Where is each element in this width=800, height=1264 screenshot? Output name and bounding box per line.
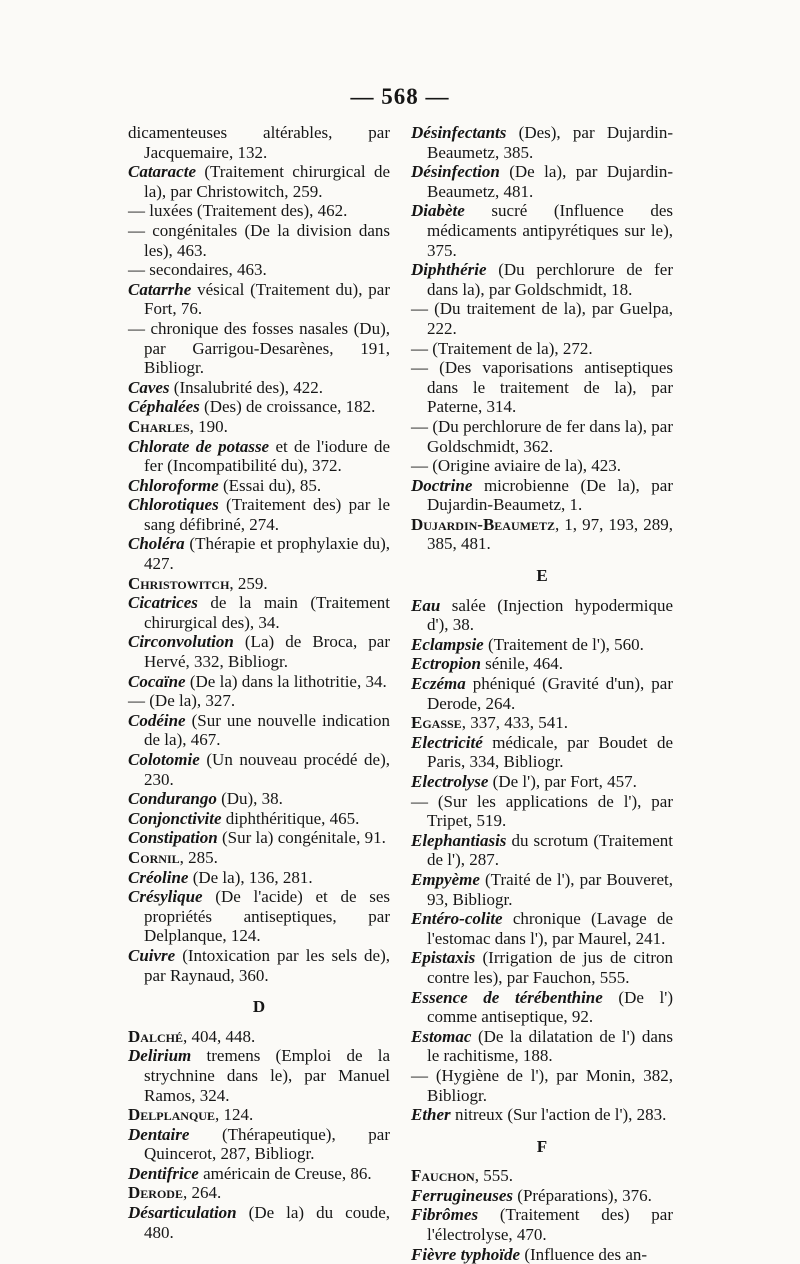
entry-headword: Catarrhe: [128, 279, 192, 299]
index-entry: [128, 123, 390, 162]
index-entry: [128, 162, 390, 201]
entry-text: (Du), 38.: [216, 789, 283, 809]
left-index-column: [128, 123, 390, 1242]
entry-headword: Colotomie: [128, 750, 200, 769]
index-entry: [411, 515, 673, 554]
entry-headword: Désinfectants: [411, 123, 507, 142]
entry-headword: Chlorotiques: [128, 495, 219, 515]
entry-author: Cornil: [128, 847, 180, 867]
entry-headword: Epistaxis: [411, 948, 476, 968]
index-entry: [128, 417, 390, 437]
index-entry: [411, 1066, 673, 1105]
index-entry: [411, 299, 673, 338]
index-entry: [411, 1245, 673, 1264]
entry-text: , 404, 448.: [182, 1026, 256, 1046]
entry-text: diphthéritique, 465.: [221, 808, 360, 828]
right-index-column: [411, 123, 673, 1264]
entry-text: (Sur une nouvelle indication de la), 467.: [144, 710, 390, 750]
index-entry: [411, 1027, 673, 1066]
index-entry: [411, 772, 673, 792]
entry-text: (Traitement de l'), 560.: [483, 634, 644, 654]
index-entry: [411, 358, 673, 417]
entry-text: — congénitales (De la division dans les), 463.: [128, 220, 390, 260]
entry-text: (Traitement des) par l'électrolyse, 470.: [427, 1205, 673, 1245]
entry-text: , 264.: [182, 1183, 222, 1203]
entry-headword: Cicatrices: [128, 593, 198, 613]
entry-text: de la main (Traitement chirurgical des), 34.: [144, 593, 390, 632]
entry-headword: Chlorate de potasse: [128, 436, 270, 456]
index-entry: [128, 809, 390, 829]
entry-author: Christowitch: [128, 573, 230, 593]
entry-text: (De la), 136, 281.: [188, 867, 313, 887]
index-entry: [128, 201, 390, 221]
index-entry: [128, 593, 390, 632]
index-entry: [128, 789, 390, 809]
entry-text: , 555.: [474, 1166, 513, 1186]
index-entry: [128, 750, 390, 789]
index-entry: [128, 1027, 390, 1047]
entry-text: , 1, 97, 193, 289, 385, 481.: [427, 514, 673, 554]
index-entry: [128, 868, 390, 888]
entry-text: — (Origine aviaire de la), 423.: [411, 456, 622, 476]
index-entry: [128, 1105, 390, 1125]
entry-text: — (Hygiène de l'), par Monin, 382, Bibliogr.: [411, 1065, 673, 1105]
entry-headword: Conjonctivite: [128, 808, 222, 828]
entry-headword: Fièvre typhoïde: [411, 1244, 521, 1264]
entry-text: (Un nouveau procédé de), 230.: [144, 750, 390, 789]
index-entry: [411, 260, 673, 299]
index-entry: [128, 691, 390, 711]
entry-headword: Doctrine: [411, 475, 473, 495]
entry-text: , 124.: [214, 1105, 254, 1125]
index-entry: [128, 280, 390, 319]
index-entry: [411, 456, 673, 476]
entry-headword: Circonvolution: [128, 632, 234, 652]
index-entry: [128, 1203, 390, 1242]
index-entry: [411, 654, 673, 674]
entry-text: (De la) dans la lithotritie, 34.: [185, 671, 387, 691]
entry-text: (Traité de l'), par Bouveret, 93, Bibliogr.: [427, 869, 673, 909]
entry-text: — (De la), 327.: [128, 691, 236, 711]
entry-text: — chronique des fosses nasales (Du), par Garrigou-Desarènes, 191, Bibliogr.: [128, 318, 390, 378]
section-letter: D: [252, 997, 266, 1017]
entry-text: nitreux (Sur l'action de l'), 283.: [450, 1105, 667, 1125]
entry-headword: Essence de térébenthine: [411, 987, 603, 1007]
index-entry: [411, 1105, 673, 1125]
index-entry: [411, 1205, 673, 1244]
entry-author: Egasse: [411, 713, 462, 733]
entry-headword: Ferrugineuses: [411, 1185, 514, 1205]
index-entry: [128, 672, 390, 692]
entry-headword: Ether: [411, 1105, 451, 1125]
index-entry: [411, 713, 673, 733]
entry-text: (De la) du coude, 480.: [144, 1203, 390, 1242]
entry-text: (Des) de croissance, 182.: [199, 397, 376, 417]
entry-headword: Dentaire: [128, 1124, 190, 1144]
index-entry: [128, 574, 390, 594]
section-letter: E: [536, 566, 548, 586]
index-entry: [411, 870, 673, 909]
index-entry: [128, 1183, 390, 1203]
entry-text: — (Traitement de la), 272.: [411, 338, 593, 358]
entry-text: (Insalubrité des), 422.: [169, 377, 323, 397]
index-entry: [411, 123, 673, 162]
entry-text: (Sur la) congénitale, 91.: [217, 828, 386, 848]
entry-text: (Traitement des) par le sang défibriné, 274.: [144, 495, 390, 534]
entry-headword: Ectropion: [411, 654, 481, 674]
entry-headword: Elephantiasis: [411, 830, 507, 850]
entry-text: (La) de Broca, par Hervé, 332, Bibliogr.: [144, 632, 390, 672]
entry-text: (De l'acide) et de ses propriétés antiseptiques, par Delplanque, 124.: [144, 887, 390, 946]
entry-headword: Entéro-colite: [411, 909, 503, 929]
entry-text: — (Des vaporisations antiseptiques dans le traitement de la), par Paterne, 314.: [411, 358, 673, 417]
index-entry: [128, 946, 390, 985]
index-entry: [411, 476, 673, 515]
index-entry: [128, 397, 390, 417]
entry-text: microbienne (De la), par Dujardin-Beaumetz, 1.: [427, 475, 673, 515]
entry-text: — (Sur les applications de l'), par Tripet, 519.: [411, 791, 673, 831]
entry-headword: Condurango: [128, 789, 217, 809]
entry-text: (De l'), par Fort, 457.: [488, 772, 637, 791]
entry-text: (Des), par Dujardin-Beaumetz, 385.: [427, 123, 673, 162]
entry-headword: Fibrômes: [411, 1205, 479, 1225]
entry-text: (Intoxication par les sels de), par Raynaud, 360.: [144, 945, 390, 985]
entry-headword: Electricité: [411, 732, 483, 752]
index-entry: [128, 260, 390, 280]
entry-headword: Empyème: [411, 869, 480, 889]
index-entry: [411, 635, 673, 655]
entry-text: chronique (Lavage de l'estomac dans l'), par Maurel, 241.: [427, 909, 673, 948]
index-entry: [411, 909, 673, 948]
entry-text: et de l'iodure de fer (Incompatibilité du), 372.: [144, 436, 390, 476]
entry-text: phéniqué (Gravité d'un), par Derode, 264.: [427, 674, 673, 713]
entry-author: Delplanque: [128, 1105, 215, 1125]
entry-headword: Constipation: [128, 828, 218, 848]
index-entry: [411, 792, 673, 831]
index-entry: [128, 476, 390, 496]
entry-text: salée (Injection hypodermique d'), 38.: [427, 595, 673, 635]
entry-headword: Caves: [128, 377, 170, 397]
section-letter: F: [536, 1136, 548, 1156]
entry-text: (Du perchlorure de fer dans la), par Goldschmidt, 18.: [427, 260, 673, 299]
entry-headword: Cataracte: [128, 162, 196, 182]
entry-text: tremens (Emploi de la strychnine dans le), par Manuel Ramos, 324.: [144, 1046, 390, 1105]
index-entry: [411, 948, 673, 987]
entry-headword: Désarticulation: [128, 1203, 237, 1223]
entry-text: sucré (Influence des médicaments antipyrétiques sur le), 375.: [427, 201, 673, 260]
entry-text: (Traitement chirurgical de la), par Christowitch, 259.: [144, 162, 390, 201]
index-entry: [128, 887, 390, 946]
index-entry: [128, 632, 390, 671]
entry-text: médicale, par Boudet de Paris, 334, Bibliogr.: [427, 732, 673, 772]
entry-text: (De la), par Dujardin-Beaumetz, 481.: [427, 162, 673, 201]
index-entry: [411, 417, 673, 456]
index-entry: [411, 162, 673, 201]
entry-text: — secondaires, 463.: [128, 260, 267, 280]
index-entry: [128, 848, 390, 868]
entry-headword: Chloroforme: [128, 475, 219, 495]
index-entry: [128, 378, 390, 398]
entry-author: Dalché: [128, 1026, 183, 1046]
entry-headword: Dentifrice: [128, 1163, 199, 1183]
entry-text: (Influence des an-: [520, 1244, 648, 1264]
entry-headword: Diabète: [411, 201, 465, 221]
entry-headword: Estomac: [411, 1026, 472, 1046]
entry-text: , 285.: [179, 847, 218, 867]
entry-text: du scrotum (Traitement de l'), 287.: [427, 830, 673, 870]
index-entry: [411, 733, 673, 772]
index-entry: [128, 1164, 390, 1184]
entry-headword: Céphalées: [128, 397, 200, 417]
entry-headword: Electrolyse: [411, 772, 489, 791]
index-entry: [128, 319, 390, 378]
entry-author: Charles: [128, 416, 190, 436]
entry-author: Derode: [128, 1183, 183, 1203]
entry-headword: Eclampsie: [411, 634, 484, 654]
entry-text: (Thérapie et prophylaxie du), 427.: [144, 534, 390, 574]
index-entry: [411, 339, 673, 359]
index-entry: [128, 1046, 390, 1105]
index-entry: [128, 221, 390, 260]
entry-text: , 337, 433, 541.: [461, 713, 568, 733]
entry-text: (De l') comme antiseptique, 92.: [427, 987, 673, 1027]
entry-text: — (Du traitement de la), par Guelpa, 222.: [411, 299, 673, 338]
entry-headword: Codéine: [128, 710, 186, 730]
index-entry: [411, 1186, 673, 1206]
index-entry: [411, 831, 673, 870]
entry-headword: Cocaïne: [128, 671, 186, 691]
index-entry: [128, 828, 390, 848]
entry-text: — luxées (Traitement des), 462.: [128, 201, 348, 221]
entry-headword: Créoline: [128, 867, 189, 887]
entry-text: (De la dilatation de l') dans le rachitisme, 188.: [427, 1026, 673, 1066]
entry-author: Fauchon: [411, 1166, 475, 1186]
entry-headword: Cuivre: [128, 945, 176, 965]
entry-text: sénile, 464.: [480, 654, 564, 674]
index-entry: [411, 1166, 673, 1186]
index-entry: [128, 495, 390, 534]
entry-text: , 190.: [189, 416, 228, 436]
index-entry: [128, 711, 390, 750]
entry-text: (Thérapeutique), par Quincerot, 287, Bibliogr.: [144, 1124, 390, 1164]
index-entry: [128, 437, 390, 476]
entry-text: (Essai du), 85.: [218, 475, 322, 495]
entry-headword: Diphthérie: [411, 260, 487, 280]
entry-text: , 259.: [229, 573, 268, 593]
entry-text: — (Du perchlorure de fer dans la), par Goldschmidt, 362.: [411, 416, 673, 456]
index-entry: [411, 201, 673, 260]
index-entry: [128, 534, 390, 573]
index-entry: [411, 988, 673, 1027]
index-entry: [411, 674, 673, 713]
entry-text: américain de Creuse, 86.: [198, 1163, 372, 1183]
entry-author: Dujardin-Beaumetz: [411, 514, 555, 534]
entry-text: (Préparations), 376.: [513, 1185, 652, 1205]
index-entry: [128, 1125, 390, 1164]
entry-headword: Désinfection: [411, 162, 500, 182]
entry-headword: Eczéma: [411, 674, 466, 694]
entry-text: (Irrigation de jus de citron contre les), par Fauchon, 555.: [427, 948, 673, 987]
page-number: — 568 —: [350, 84, 450, 109]
entry-headword: Choléra: [128, 534, 185, 554]
index-entry: [411, 596, 673, 635]
entry-headword: Eau: [411, 595, 441, 615]
entry-text: vésical (Traitement du), par Fort, 76.: [144, 279, 390, 319]
entry-text: dicamenteuses altérables, par Jacquemaire, 132.: [128, 123, 390, 162]
entry-headword: Crésylique: [128, 887, 203, 907]
entry-headword: Delirium: [128, 1046, 192, 1066]
